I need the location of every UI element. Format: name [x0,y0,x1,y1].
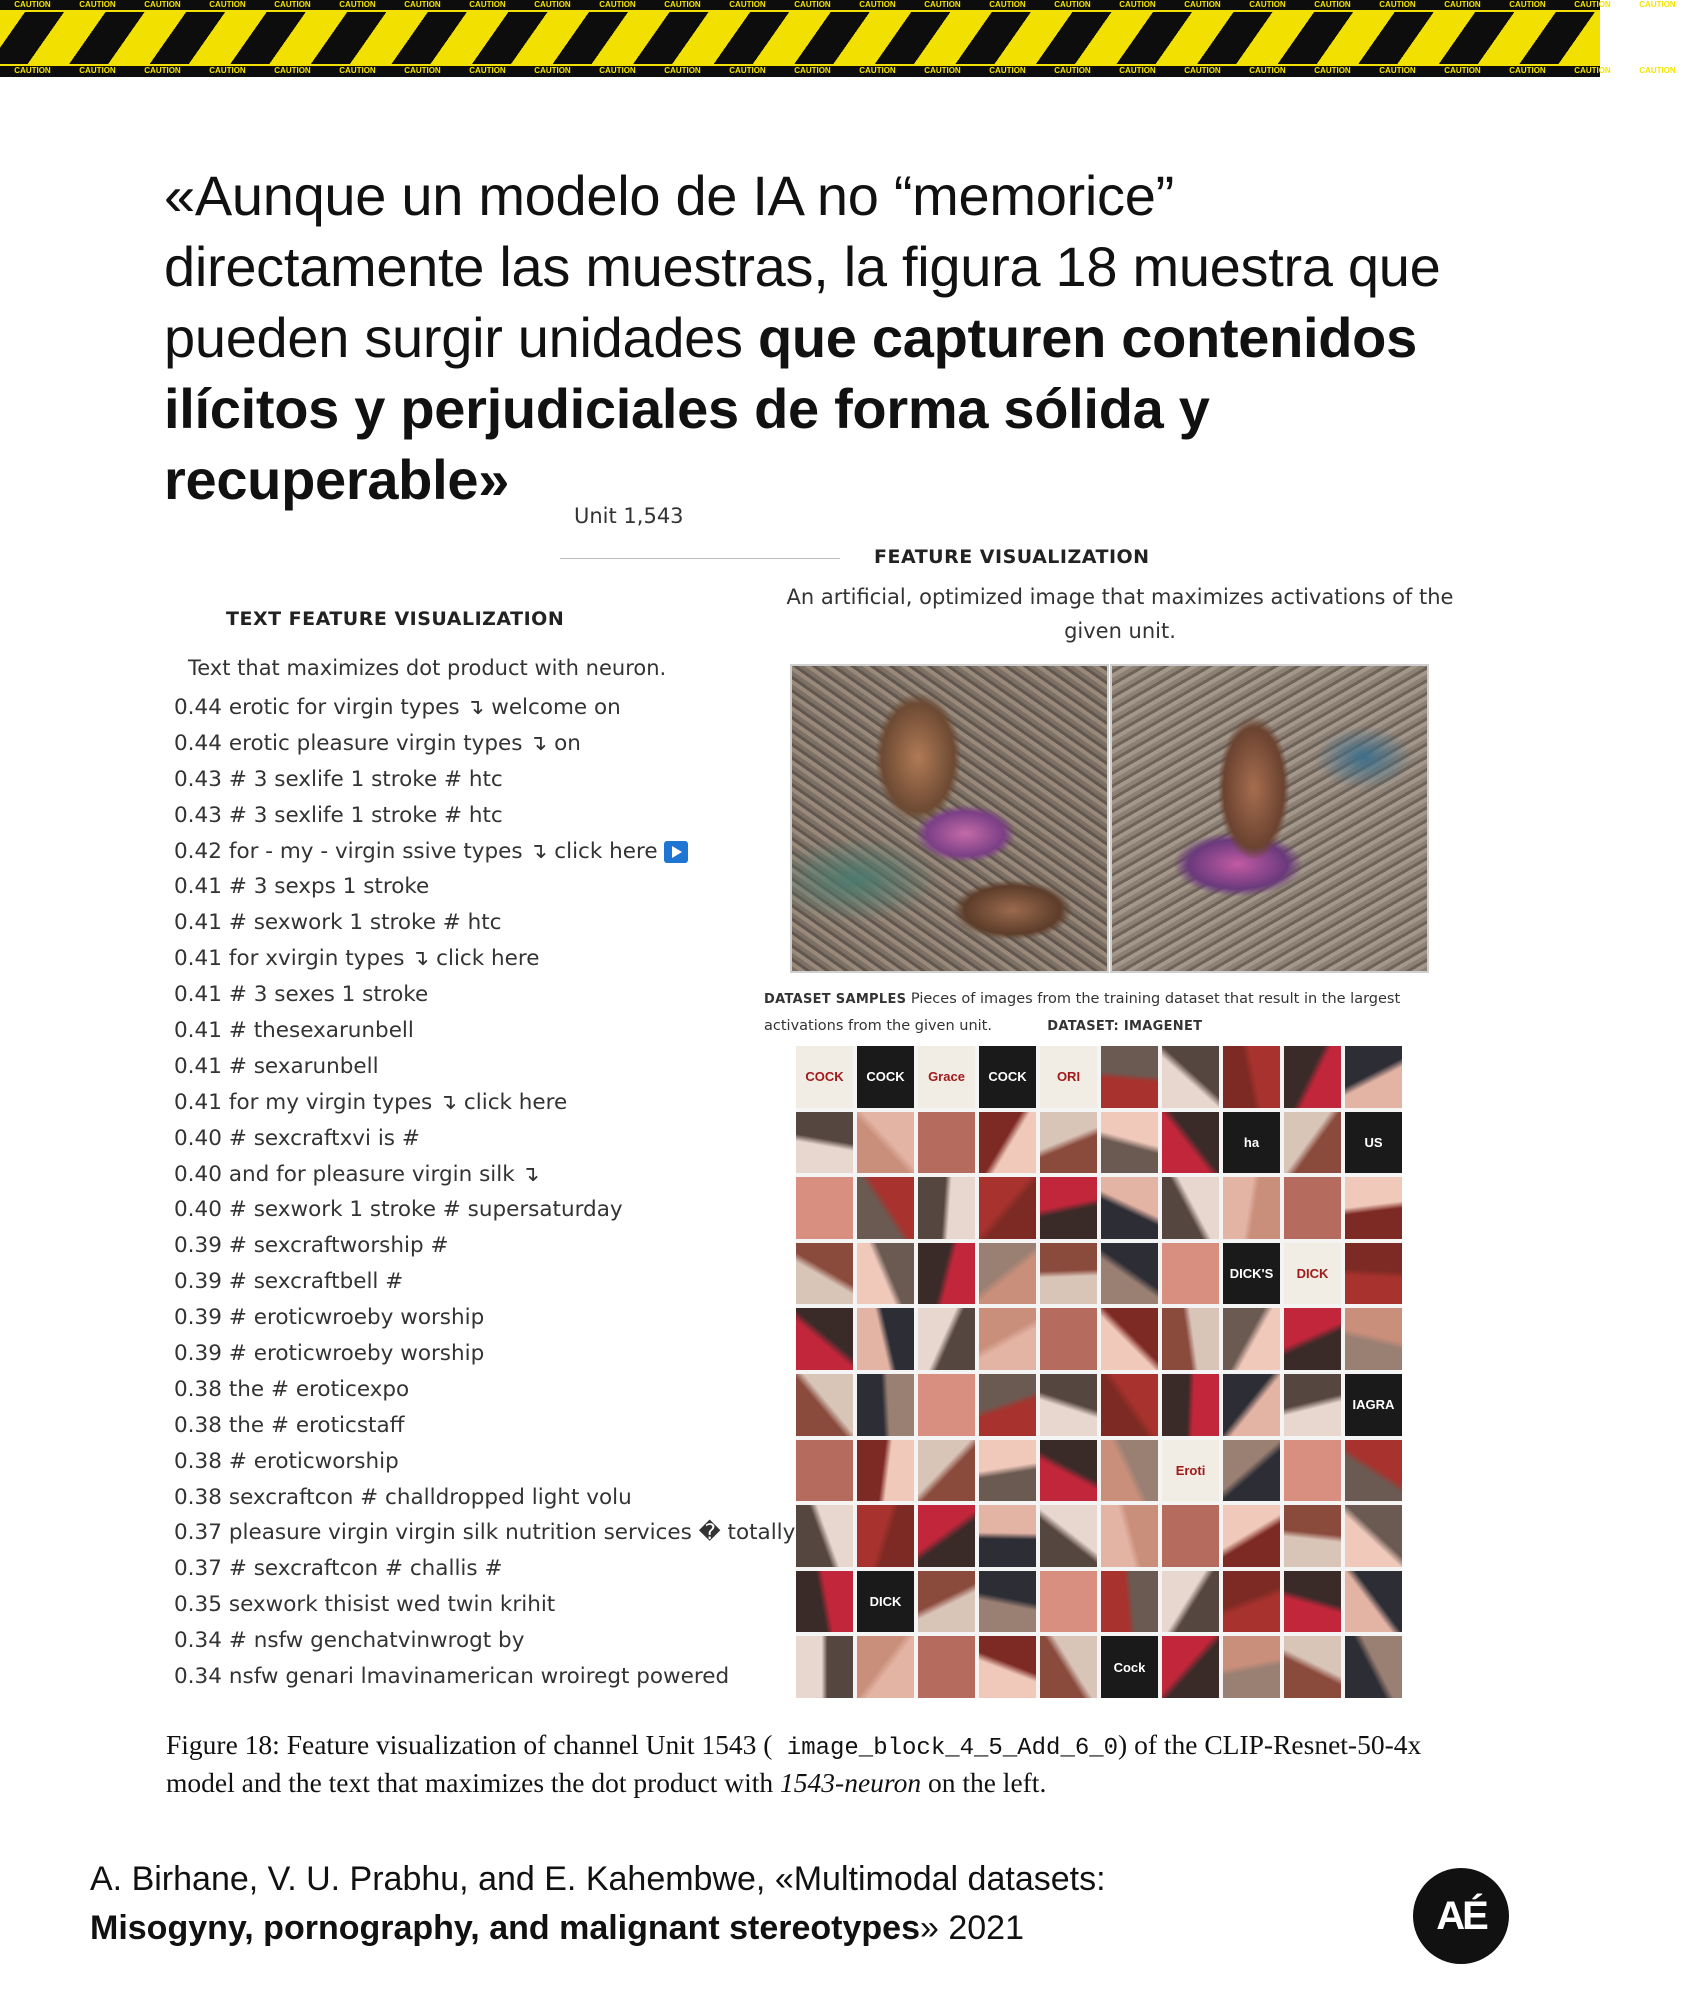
dataset-sample-tile [1162,1636,1219,1698]
caution-word: CAUTION [274,66,311,75]
dataset-sample-tile [796,1308,853,1370]
text-feature-subheading: Text that maximizes dot product with neuron. [188,656,667,680]
caption-prefix: Figure 18: Feature visualization of channel Unit 1543 ( [166,1729,773,1760]
caution-word: CAUTION [1314,0,1351,9]
tile-text: COCK [805,1069,844,1085]
dataset-sample-tile [857,1505,914,1567]
dataset-sample-tile [1040,1440,1097,1502]
dataset-label: DATASET SAMPLES [764,992,907,1007]
dataset-sample-tile [796,1505,853,1567]
dataset-caption [764,986,1424,1040]
dataset-sample-tile [1345,1636,1402,1698]
dataset-sample-tile [796,1177,853,1239]
caution-tape-text-bottom [0,66,1676,76]
caution-word: CAUTION [1444,0,1481,9]
dataset-sample-tile [1223,1046,1280,1108]
dataset-source: DATASET: IMAGENET [1047,1019,1203,1034]
activation-score: 0.40 [174,1197,222,1223]
unit-divider [560,558,840,559]
dataset-sample-tile [1223,1374,1280,1436]
caption-suffix: on the left. [921,1767,1047,1798]
dataset-sample-tile [1162,1243,1219,1305]
text-feature-row [174,1085,824,1121]
activation-score: 0.40 [174,1125,222,1151]
activation-score: 0.39 [174,1233,222,1259]
quote-plain-text: «Aunque un modelo de IA no “memorice” directamente las muestras, la figura 18 muestra que pueden surgir unidades [164,164,1441,369]
dataset-sample-tile [1223,1243,1280,1305]
dataset-sample-tile [857,1374,914,1436]
feature-text: # sexwork 1 stroke # supersaturday [228,1197,623,1223]
dataset-sample-tile [857,1046,914,1108]
caution-word: CAUTION [1249,0,1286,9]
caution-word: CAUTION [1314,66,1351,75]
dataset-sample-tile [1101,1308,1158,1370]
dataset-sample-tile [979,1636,1036,1698]
tile-text: Cock [1113,1659,1146,1675]
dataset-sample-tile [1040,1308,1097,1370]
tile-text: Eroti [1175,1462,1206,1478]
caution-word: CAUTION [144,0,181,9]
dataset-sample-tile [1345,1374,1402,1436]
dataset-sample-tile [1284,1505,1341,1567]
dataset-sample-tile [796,1571,853,1633]
dataset-sample-tile [1345,1112,1402,1174]
dataset-sample-tile [1101,1440,1158,1502]
dataset-sample-tile [1040,1571,1097,1633]
caution-stripes [0,12,1600,64]
dataset-sample-tile [918,1243,975,1305]
tile-text: ha [1243,1134,1260,1150]
dataset-sample-tile [979,1243,1036,1305]
dataset-sample-tile [1284,1308,1341,1370]
activation-score: 0.37 [174,1520,222,1546]
feature-text: # 3 sexlife 1 stroke # htc [228,802,503,828]
dataset-sample-tile [979,1374,1036,1436]
feature-text: # thesexarunbell [228,1018,414,1044]
dataset-sample-tile [918,1636,975,1698]
feature-text: # eroticworship [228,1448,399,1474]
feature-text: nsfw genari lmavinamerican wroiregt powered [228,1664,730,1690]
tile-text: IAGRA [1352,1397,1395,1413]
dataset-sample-tile [1040,1112,1097,1174]
tile-text: DICK [1296,1266,1329,1282]
caution-word: CAUTION [859,66,896,75]
dataset-sample-tile [1284,1636,1341,1698]
activation-score: 0.35 [174,1592,222,1618]
feature-text: # eroticwroeby worship [228,1305,485,1331]
caution-word: CAUTION [1509,66,1546,75]
activation-score: 0.39 [174,1305,222,1331]
dataset-sample-tile [796,1243,853,1305]
dataset-sample-tile [1162,1571,1219,1633]
caption-code: image_block_4_5_Add_6_0 [772,1735,1119,1762]
dataset-sample-tile [1284,1112,1341,1174]
caution-word: CAUTION [924,66,961,75]
dataset-sample-tile [1345,1505,1402,1567]
activation-score: 0.41 [174,874,222,900]
dataset-sample-tile [1223,1440,1280,1502]
caution-word: CAUTION [1574,66,1611,75]
dataset-sample-tile [1284,1440,1341,1502]
tile-text: Grace [928,1069,965,1085]
caution-word: CAUTION [1379,0,1416,9]
citation-year: » 2021 [919,1909,1024,1947]
feature-text: # nsfw genchatvinwrogt by [228,1628,525,1654]
dataset-sample-tile [1284,1177,1341,1239]
dataset-sample-tile [979,1046,1036,1108]
feature-text: # sexwork 1 stroke # htc [228,910,502,936]
caution-word: CAUTION [469,0,506,9]
activation-score: 0.41 [174,946,222,972]
activation-score: 0.41 [174,982,222,1008]
figure-caption [166,1728,1446,1800]
quote-bold-text: que capturen contenidos ilícitos y perjudiciales de forma sólida y recuperable» [164,306,1417,511]
activation-score: 0.40 [174,1161,222,1187]
feature-text: the # eroticstaff [228,1412,405,1438]
dataset-sample-tile [918,1440,975,1502]
activation-score: 0.39 [174,1341,222,1367]
dataset-sample-tile [1162,1308,1219,1370]
feature-visualization-heading: FEATURE VISUALIZATION [874,546,1150,568]
dataset-sample-tile [979,1505,1036,1567]
caution-word: CAUTION [339,0,376,9]
text-feature-row [174,1587,824,1623]
dataset-sample-tile [857,1636,914,1698]
dataset-description: Pieces of images from the training dataset that result in the largest activations from the given unit. [764,991,1401,1034]
feature-visualization-image-2 [1110,664,1429,973]
activation-score: 0.34 [174,1664,222,1690]
feature-text: for xvirgin types ↴ click here [228,946,540,972]
dataset-sample-tile [1040,1636,1097,1698]
caution-word: CAUTION [1574,0,1611,9]
feature-text: # sexcraftxvi is # [228,1125,420,1151]
caution-word: CAUTION [79,0,116,9]
dataset-sample-tile [1040,1243,1097,1305]
text-feature-row [174,1157,824,1193]
feature-text: # 3 sexlife 1 stroke # htc [228,766,503,792]
dataset-sample-tile [1162,1505,1219,1567]
caution-word: CAUTION [989,66,1026,75]
dataset-sample-tile [979,1112,1036,1174]
dataset-sample-tile [857,1112,914,1174]
text-feature-row [174,869,824,905]
dataset-sample-tile [1101,1571,1158,1633]
caution-word: CAUTION [209,66,246,75]
dataset-sample-tile [796,1046,853,1108]
dataset-sample-tile [796,1374,853,1436]
text-feature-row [174,1551,824,1587]
activation-score: 0.44 [174,695,222,720]
feature-text: for - my - virgin ssive types ↴ click here [228,838,658,864]
dataset-sample-tile [1284,1243,1341,1305]
text-feature-row [174,1623,824,1659]
activation-score: 0.42 [174,838,222,864]
dataset-sample-tile [1223,1177,1280,1239]
caution-word: CAUTION [859,0,896,9]
caution-word: CAUTION [469,66,506,75]
text-feature-row [174,798,824,834]
caution-tape-text-top [0,0,1676,10]
dataset-sample-tile [1345,1571,1402,1633]
dataset-sample-tile [979,1177,1036,1239]
dataset-sample-tile [918,1046,975,1108]
dataset-sample-tile [1223,1308,1280,1370]
dataset-sample-tile [1101,1505,1158,1567]
caution-word: CAUTION [1054,0,1091,9]
dataset-sample-tile [1162,1112,1219,1174]
feature-text: erotic for virgin types ↴ welcome on [228,695,621,720]
caution-word: CAUTION [1119,0,1156,9]
feature-text: erotic pleasure virgin types ↴ on [228,730,581,756]
caution-word: CAUTION [729,0,766,9]
feature-text: # sexcraftbell # [228,1269,404,1295]
activation-score: 0.38 [174,1448,222,1474]
text-feature-row [174,941,824,977]
caution-word: CAUTION [1639,0,1676,9]
feature-visualization-image-1 [790,664,1109,973]
caution-word: CAUTION [729,66,766,75]
caution-word: CAUTION [664,0,701,9]
text-feature-row [174,1372,824,1408]
dataset-sample-tile [1284,1571,1341,1633]
caution-word: CAUTION [339,66,376,75]
tile-text: COCK [866,1069,905,1085]
text-feature-row [174,762,824,798]
dataset-sample-tile [1223,1112,1280,1174]
activation-score: 0.41 [174,1018,222,1044]
activation-score: 0.38 [174,1376,222,1402]
tile-text: ORI [1056,1069,1081,1085]
caution-word: CAUTION [924,0,961,9]
unit-title: Unit 1,543 [574,504,684,528]
pull-quote [164,160,1464,515]
activation-score: 0.44 [174,730,222,756]
feature-text: sexcraftcon # challdropped light volu [228,1484,632,1510]
ae-logo: AÉ [1413,1868,1509,1964]
dataset-sample-tile [1040,1374,1097,1436]
activation-score: 0.43 [174,802,222,828]
dataset-sample-tile [1162,1374,1219,1436]
dataset-sample-tile [979,1440,1036,1502]
caution-word: CAUTION [144,66,181,75]
dataset-sample-tile [857,1243,914,1305]
tile-text: DICK [869,1594,902,1610]
caption-italic: 1543-neuron [780,1767,922,1798]
dataset-sample-tile [857,1571,914,1633]
dataset-sample-tile [1223,1636,1280,1698]
activation-score: 0.37 [174,1556,222,1582]
text-feature-row [174,1228,824,1264]
dataset-sample-tile [1101,1046,1158,1108]
text-feature-row [174,726,824,762]
dataset-sample-tile [1345,1046,1402,1108]
caution-word: CAUTION [1249,66,1286,75]
feature-text: # eroticwroeby worship [228,1341,485,1367]
caution-word: CAUTION [404,66,441,75]
dataset-sample-tile [1162,1046,1219,1108]
dataset-sample-tile [1040,1505,1097,1567]
caution-word: CAUTION [1184,0,1221,9]
dataset-sample-tile [918,1571,975,1633]
citation-title: Misogyny, pornography, and malignant stereotypes [90,1909,920,1947]
activation-score: 0.38 [174,1412,222,1438]
feature-text: # sexcraftworship # [228,1233,449,1259]
feature-text: for my virgin types ↴ click here [228,1089,568,1115]
dataset-sample-tile [1223,1505,1280,1567]
feature-text: # 3 sexps 1 stroke [228,874,430,900]
figure-18 [160,490,1454,1810]
text-feature-row [174,1480,824,1516]
activation-score: 0.41 [174,1089,222,1115]
dataset-sample-tile [796,1636,853,1698]
text-feature-row [174,977,824,1013]
dataset-sample-tile [979,1571,1036,1633]
caution-word: CAUTION [794,66,831,75]
play-icon [664,841,688,863]
text-feature-row [174,1300,824,1336]
text-feature-row [174,1049,824,1085]
dataset-sample-tile [796,1112,853,1174]
caution-word: CAUTION [1184,66,1221,75]
caption-middle: ) of the CLIP-Resnet-50-4x model and the text that maximizes the dot product with [166,1729,1422,1798]
activation-score: 0.39 [174,1269,222,1295]
caution-word: CAUTION [599,0,636,9]
caution-word: CAUTION [209,0,246,9]
dataset-sample-tile [918,1374,975,1436]
caution-word: CAUTION [534,66,571,75]
dataset-sample-tile [918,1308,975,1370]
feature-text: # 3 sexes 1 stroke [228,982,429,1008]
dataset-sample-tile [1040,1177,1097,1239]
dataset-sample-tile [796,1440,853,1502]
text-feature-row [174,1013,824,1049]
text-feature-row [174,834,824,870]
activation-score: 0.43 [174,766,222,792]
caution-word: CAUTION [14,66,51,75]
activation-score: 0.41 [174,1053,222,1079]
dataset-sample-tile [1101,1636,1158,1698]
dataset-sample-tile [918,1112,975,1174]
text-feature-row [174,1444,824,1480]
feature-text: and for pleasure virgin silk ↴ [228,1161,540,1187]
activation-score: 0.38 [174,1484,222,1510]
caution-word: CAUTION [1054,66,1091,75]
dataset-sample-tile [1345,1243,1402,1305]
caution-word: CAUTION [664,66,701,75]
feature-text: # sexcraftcon # challis # [228,1556,503,1582]
caution-word: CAUTION [1509,0,1546,9]
feature-text: sexwork thisist wed twin krihit [228,1592,556,1618]
tile-text: COCK [988,1069,1027,1085]
dataset-sample-tile [1101,1177,1158,1239]
caution-word: CAUTION [1379,66,1416,75]
caution-word: CAUTION [404,0,441,9]
text-feature-row [174,1659,824,1695]
dataset-sample-tile [1345,1177,1402,1239]
dataset-sample-tile [1284,1046,1341,1108]
caution-tape-banner [0,0,1676,77]
activation-score: 0.34 [174,1628,222,1654]
text-feature-heading: TEXT FEATURE VISUALIZATION [226,608,565,630]
feature-text: # sexarunbell [228,1053,379,1079]
caution-word: CAUTION [1119,66,1156,75]
dataset-sample-tile [918,1177,975,1239]
dataset-sample-tile [1345,1440,1402,1502]
dataset-sample-tile [857,1308,914,1370]
caution-word: CAUTION [794,0,831,9]
dataset-sample-tile [979,1308,1036,1370]
activation-score: 0.41 [174,910,222,936]
text-feature-row [174,1336,824,1372]
dataset-sample-tile [1162,1177,1219,1239]
dataset-sample-tile [1284,1374,1341,1436]
text-feature-row [174,1264,824,1300]
text-feature-row [174,1192,824,1228]
caution-word: CAUTION [1639,66,1676,75]
caution-word: CAUTION [599,66,636,75]
dataset-sample-tile [1345,1308,1402,1370]
dataset-sample-tile [1101,1374,1158,1436]
feature-text: pleasure virgin virgin silk nutrition services � totally [228,1520,796,1546]
text-feature-row [174,690,824,726]
feature-visualization-description: An artificial, optimized image that maximizes activations of the given unit. [786,585,1454,643]
dataset-sample-tile [1040,1046,1097,1108]
dataset-sample-tile [918,1505,975,1567]
text-feature-row [174,1515,824,1551]
caution-word: CAUTION [989,0,1026,9]
tile-text: US [1364,1134,1383,1150]
dataset-samples-grid [796,1046,1402,1698]
caution-word: CAUTION [79,66,116,75]
citation-authors: A. Birhane, V. U. Prabhu, and E. Kahembwe, «Multimodal datasets: [90,1860,1106,1898]
feature-text: the # eroticexpo [228,1376,410,1402]
caution-word: CAUTION [534,0,571,9]
dataset-sample-tile [1223,1571,1280,1633]
caution-word: CAUTION [274,0,311,9]
tile-text: DICK'S [1229,1266,1274,1282]
caution-word: CAUTION [14,0,51,9]
dataset-sample-tile [857,1177,914,1239]
citation [90,1855,1190,1953]
text-feature-row [174,905,824,941]
dataset-sample-tile [1162,1440,1219,1502]
text-feature-row [174,1121,824,1157]
dataset-sample-tile [1101,1112,1158,1174]
dataset-sample-tile [1101,1243,1158,1305]
text-feature-list [174,690,824,1695]
dataset-sample-tile [857,1440,914,1502]
text-feature-row [174,1408,824,1444]
caution-word: CAUTION [1444,66,1481,75]
